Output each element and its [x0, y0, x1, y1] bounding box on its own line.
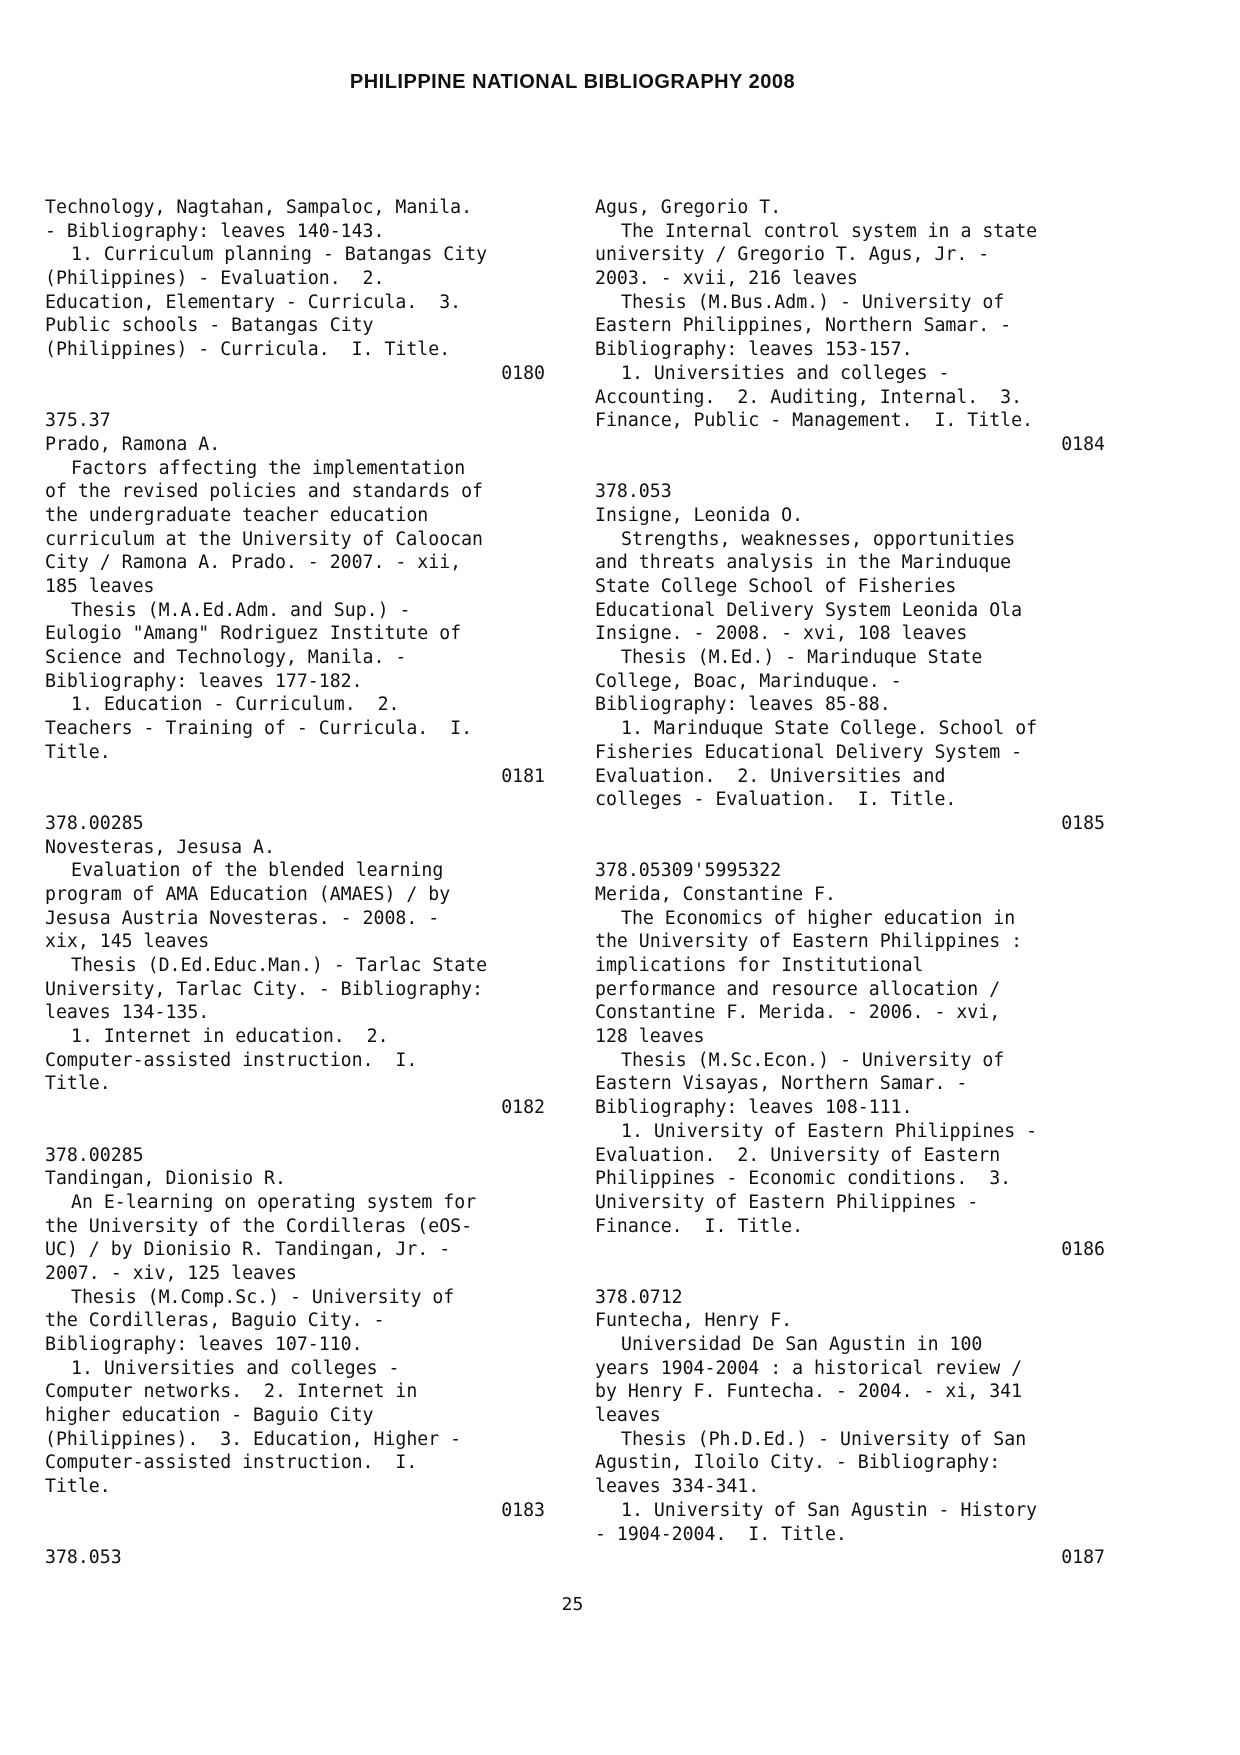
- subject-line: Computer-assisted instruction. I.: [45, 1452, 418, 1474]
- thesis-line: Eulogio "Amang" Rodriguez Institute of: [45, 623, 462, 645]
- subject-line: (Philippines). 3. Education, Higher -: [45, 1428, 462, 1450]
- title-line: of the revised policies and standards of: [45, 481, 483, 503]
- class-number: 378.053: [595, 481, 672, 503]
- author: Prado, Ramona A.: [45, 433, 221, 455]
- subject-line: Evaluation. 2. Universities and: [595, 765, 946, 787]
- subject-line: (Philippines) - Curricula. I. Title.: [45, 339, 451, 361]
- subject-line: Evaluation. 2. University of Eastern: [595, 1144, 1001, 1166]
- subject-line: - 1904-2004. I. Title.: [595, 1523, 847, 1545]
- subject-line: Finance, Public - Management. I. Title.: [595, 410, 1033, 432]
- title-line: years 1904-2004 : a historical review /: [595, 1357, 1023, 1379]
- entry-number: 0184: [1061, 433, 1105, 455]
- subject-line: Computer-assisted instruction. I.: [45, 1049, 418, 1071]
- title-line: The Internal control system in a state: [621, 220, 1038, 242]
- thesis-line: Bibliography: leaves 107-110.: [45, 1334, 363, 1355]
- title-line: The Economics of higher education in: [621, 907, 1016, 929]
- thesis-line: Thesis (M.A.Ed.Adm. and Sup.) -: [71, 599, 411, 621]
- title-line: the University of the Cordilleras (eOS-: [45, 1215, 473, 1237]
- class-number: 378.053: [45, 1547, 122, 1569]
- subject-line: Title.: [45, 1073, 111, 1095]
- subject-line: Fisheries Educational Delivery System -: [595, 741, 1023, 763]
- entry-line: Technology, Nagtahan, Sampaloc, Manila.: [45, 197, 473, 218]
- subject-line: Title.: [45, 1476, 111, 1498]
- thesis-line: Bibliography: leaves 177-182.: [45, 670, 363, 692]
- subject-line: colleges - Evaluation. I. Title.: [595, 789, 957, 811]
- bib-entry: [45, 409, 545, 788]
- subject-line: Accounting. 2. Auditing, Internal. 3.: [595, 386, 1023, 408]
- title-line: implications for Institutional: [595, 955, 924, 976]
- title-line: and threats analysis in the Marinduque: [595, 552, 1012, 574]
- thesis-line: Bibliography: leaves 85-88.: [595, 694, 891, 716]
- title-line: An E-learning on operating system for: [71, 1191, 477, 1213]
- bib-entry: [45, 1144, 545, 1523]
- entry-number: 0180: [501, 362, 545, 384]
- title-line: by Henry F. Funtecha. - 2004. - xi, 341: [595, 1381, 1023, 1403]
- author: Tandingan, Dionisio R.: [45, 1168, 286, 1190]
- class-number: 378.00285: [45, 812, 144, 834]
- title-line: Constantine F. Merida. - 2006. - xvi,: [595, 1002, 1001, 1024]
- thesis-line: leaves 134-135.: [45, 1002, 210, 1024]
- thesis-line: Agustin, Iloilo City. - Bibliography:: [595, 1452, 1001, 1474]
- title-line: performance and resource allocation /: [595, 978, 1001, 1000]
- page-header: PHILIPPINE NATIONAL BIBLIOGRAPHY 2008: [349, 71, 796, 93]
- continued-entry: [45, 196, 545, 386]
- subject-line: 1. Marinduque State College. School of: [621, 718, 1038, 740]
- title-line: Evaluation of the blended learning: [71, 860, 444, 882]
- subject-line: 1. Universities and colleges -: [621, 362, 950, 384]
- author: Insigne, Leonida O.: [595, 504, 804, 526]
- entry-number: 0183: [501, 1499, 545, 1521]
- author: Merida, Constantine F.: [595, 883, 836, 905]
- subject-line: 1. Universities and colleges -: [71, 1357, 400, 1379]
- subject-line: Philippines - Economic conditions. 3.: [595, 1168, 1012, 1190]
- entry-number: 0181: [501, 765, 545, 787]
- thesis-line: Thesis (M.Comp.Sc.) - University of: [71, 1286, 455, 1308]
- subject-line: 1. University of San Agustin - History: [621, 1499, 1038, 1521]
- title-line: 2007. - xiv, 125 leaves: [45, 1262, 297, 1284]
- title-line: UC) / by Dionisio R. Tandingan, Jr. -: [45, 1239, 451, 1261]
- thesis-line: Science and Technology, Manila. -: [45, 647, 407, 669]
- subject-line: Teachers - Training of - Curricula. I.: [45, 718, 473, 740]
- thesis-line: Thesis (M.Sc.Econ.) - University of: [621, 1049, 1005, 1071]
- title-line: leaves: [595, 1405, 661, 1427]
- title-line: university / Gregorio T. Agus, Jr. -: [595, 244, 990, 266]
- bib-entry: [595, 859, 1105, 1262]
- title-line: Universidad De San Agustin in 100: [621, 1334, 983, 1355]
- title-line: 128 leaves: [595, 1026, 705, 1048]
- thesis-line: leaves 334-341.: [595, 1476, 760, 1498]
- bib-entry: [595, 196, 1105, 457]
- title-line: Strengths, weaknesses, opportunities: [621, 528, 1016, 550]
- class-number: 378.00285: [45, 1144, 144, 1166]
- title-line: 185 leaves: [45, 576, 155, 597]
- bib-entry: [595, 480, 1105, 835]
- title-line: Jesusa Austria Novesteras. - 2008. -: [45, 907, 440, 929]
- right-column: [595, 196, 1105, 1570]
- thesis-line: Bibliography: leaves 108-111.: [595, 1097, 913, 1119]
- author: Funtecha, Henry F.: [595, 1310, 793, 1332]
- entry-number: 0186: [1061, 1239, 1105, 1261]
- thesis-line: Bibliography: leaves 153-157.: [595, 339, 913, 361]
- thesis-line: the Cordilleras, Baguio City. -: [45, 1310, 385, 1332]
- subject-line: University of Eastern Philippines -: [595, 1191, 979, 1213]
- title-line: State College School of Fisheries: [595, 576, 957, 597]
- title-line: 2003. - xvii, 216 leaves: [595, 268, 858, 290]
- subject-line: 1. Education - Curriculum. 2.: [71, 694, 400, 716]
- entry-number: 0185: [1061, 812, 1105, 834]
- title-line: City / Ramona A. Prado. - 2007. - xii,: [45, 552, 462, 574]
- entry-number: 0182: [501, 1097, 545, 1119]
- title-line: xix, 145 leaves: [45, 931, 210, 953]
- thesis-line: Thesis (M.Ed.) - Marinduque State: [621, 647, 983, 669]
- thesis-line: Thesis (D.Ed.Educ.Man.) - Tarlac State: [71, 955, 488, 976]
- subject-line: 1. Curriculum planning - Batangas City: [71, 244, 488, 266]
- author: Agus, Gregorio T.: [595, 197, 782, 218]
- subject-line: (Philippines) - Evaluation. 2.: [45, 268, 385, 290]
- subject-line: Computer networks. 2. Internet in: [45, 1381, 418, 1403]
- class-number: 375.37: [45, 410, 111, 432]
- title-line: Insigne. - 2008. - xvi, 108 leaves: [595, 623, 968, 645]
- title-line: curriculum at the University of Caloocan: [45, 528, 483, 550]
- author: Novesteras, Jesusa A.: [45, 836, 275, 858]
- thesis-line: Thesis (Ph.D.Ed.) - University of San: [621, 1428, 1027, 1450]
- title-line: program of AMA Education (AMAES) / by: [45, 883, 451, 905]
- page-number: 25: [561, 1594, 584, 1615]
- thesis-line: Thesis (M.Bus.Adm.) - University of: [621, 291, 1005, 313]
- title-line: the undergraduate teacher education: [45, 504, 429, 526]
- thesis-line: College, Boac, Marinduque. -: [595, 670, 902, 692]
- bib-entry: [595, 1286, 1105, 1570]
- subject-line: Education, Elementary - Curricula. 3.: [45, 291, 462, 313]
- entry-line: - Bibliography: leaves 140-143.: [45, 220, 385, 242]
- entry-number: 0187: [1061, 1547, 1105, 1569]
- thesis-line: Eastern Visayas, Northern Samar. -: [595, 1073, 968, 1095]
- subject-line: higher education - Baguio City: [45, 1405, 374, 1427]
- class-number: 378.05309'5995322: [595, 860, 782, 882]
- title-line: Factors affecting the implementation: [71, 457, 466, 479]
- class-number: 378.0712: [595, 1286, 683, 1308]
- title-line: the University of Eastern Philippines :: [595, 931, 1023, 953]
- subject-line: Title.: [45, 741, 111, 763]
- subject-line: 1. University of Eastern Philippines -: [621, 1120, 1038, 1142]
- left-column: [45, 196, 545, 1570]
- bib-entry: [45, 812, 545, 1120]
- subject-line: Public schools - Batangas City: [45, 315, 374, 337]
- subject-line: Finance. I. Title.: [595, 1215, 804, 1237]
- title-line: Educational Delivery System Leonida Ola: [595, 599, 1023, 621]
- thesis-line: Eastern Philippines, Northern Samar. -: [595, 315, 1012, 337]
- thesis-line: University, Tarlac City. - Bibliography:: [45, 978, 483, 1000]
- subject-line: 1. Internet in education. 2.: [71, 1026, 389, 1048]
